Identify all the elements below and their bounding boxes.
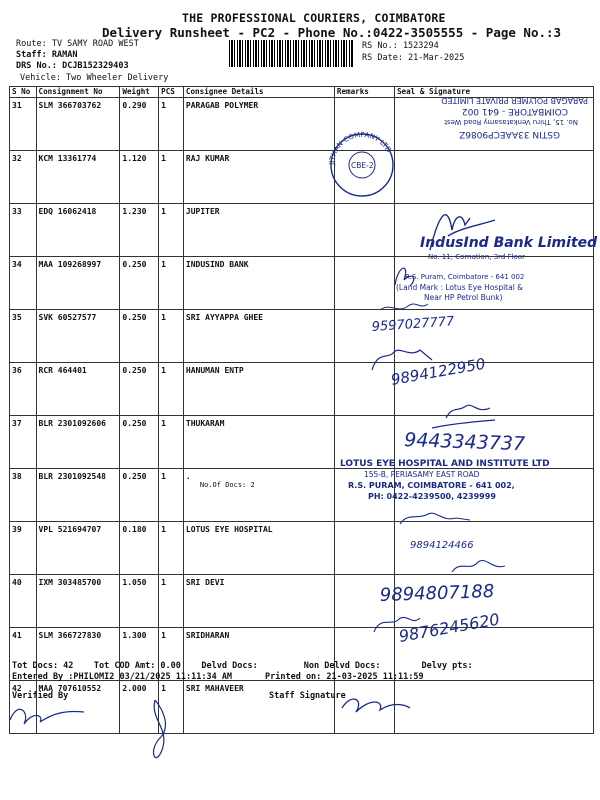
verified-signature	[10, 709, 84, 724]
serial-number-text: 31	[12, 101, 22, 110]
indusind-stamp	[395, 235, 598, 302]
handwritten-phone-35: 9597027777	[371, 314, 455, 335]
indusind-line3: (Land Mark : Lotus Eye Hospital &	[396, 283, 524, 292]
consignment-number-text: SVK 60527577	[38, 313, 97, 322]
pieces-text: 1	[161, 525, 166, 534]
lotus-line1: 155-B, PERIASAMY EAST ROAD	[364, 470, 480, 479]
rs-number: RS No.: 1523294	[362, 41, 439, 51]
consignee-text: SRI MAHAVEER	[185, 684, 244, 693]
indusind-line1: No. 11, Cornation, 3rd Floor	[428, 253, 526, 261]
serial-number-text: 35	[12, 313, 22, 322]
drs-label: DRS No.:	[16, 61, 57, 71]
verified-by-label: Verified By	[12, 691, 69, 701]
consignee-text: JUPITER	[185, 207, 220, 216]
seal-text: JITHAN COMPANY LTD	[327, 130, 393, 166]
serial-number-text: 32	[12, 154, 22, 163]
drs-value: DCJB152329403	[62, 61, 129, 71]
handwritten-phone-37: 9443343737	[403, 429, 526, 456]
weight-text: 1.120	[122, 154, 147, 163]
tot-cod: Tot COD Amt: 0.00	[93, 661, 181, 671]
consignee-text: LOTUS EYE HOSPITAL	[185, 525, 273, 534]
serial-number-text: 40	[12, 578, 22, 587]
weight-text: 0.250	[122, 313, 147, 322]
lotus-title: LOTUS EYE HOSPITAL AND INSTITUTE LTD	[340, 459, 550, 469]
lotus-line2: R.S. PURAM, COIMBATORE - 641 002,	[348, 481, 515, 490]
staff-signature-label: Staff Signature	[269, 691, 346, 701]
lotus-line3: PH: 0422-4239500, 4239999	[368, 492, 496, 501]
column-header: Seal & Signature	[394, 87, 593, 98]
handwritten-phone-42: 9876245620	[397, 609, 501, 646]
pieces-text: 1	[161, 366, 166, 375]
pieces-text: 1	[161, 313, 166, 322]
consignment-number-text: IXM 303485700	[38, 578, 102, 587]
column-header: Consignment No	[36, 87, 120, 98]
weight-text: 0.250	[122, 472, 147, 481]
footer-signatures	[0, 690, 600, 800]
staff-signature	[342, 699, 410, 712]
consignee-text: PARAGAB POLYMER	[185, 101, 259, 110]
paragab-gstin: GSTIN 33AAECP9086Z	[459, 129, 560, 139]
consignment-number-text: BLR 2301092606	[38, 419, 106, 428]
weight-text: 0.250	[122, 260, 147, 269]
consignee-text: HANUMAN ENTP	[185, 366, 244, 375]
printed-on: Printed on: 21-03-2025 11:11:59	[265, 672, 424, 682]
weight-text: 2.000	[122, 684, 147, 693]
paragab-address: No. 15, Thiru Venkatasamy Road West	[444, 118, 578, 126]
indusind-line4: Near HP Petrol Bunk)	[424, 293, 503, 302]
staff-label: Staff:	[16, 50, 47, 60]
column-header: Consignee Details	[183, 87, 334, 98]
seal-center: CBE-2	[351, 161, 374, 170]
staff-value: RAMAN	[51, 50, 78, 60]
delvd-docs: Delvd Docs:	[201, 661, 258, 671]
rs-date: RS Date: 21-Mar-2025	[362, 53, 465, 63]
consignee-text: .	[185, 472, 191, 481]
non-delvd-docs: Non Delvd Docs:	[303, 661, 381, 671]
weight-text: 0.290	[122, 101, 147, 110]
pieces-text: 1	[161, 684, 166, 693]
serial-number-text: 33	[12, 207, 22, 216]
consignment-number-text: MAA 109268997	[38, 260, 102, 269]
indusind-line2: R.S. Puram, Coimbatore - 641 002	[405, 273, 525, 281]
serial-number-text: 34	[12, 260, 22, 269]
round-seal	[328, 131, 393, 196]
route: Route: TV SAMY ROAD WEST	[16, 39, 139, 49]
column-header: PCS	[159, 87, 184, 98]
consignment-number-text: KCM 13361774	[38, 154, 97, 163]
serial-number-text: 42	[12, 684, 22, 693]
verified-initial	[154, 700, 166, 758]
serial-number-text: 38	[12, 472, 22, 481]
column-header: Remarks	[334, 87, 394, 98]
paragab-name: PARAGAB POLYMER PRIVATE LIMITED	[441, 96, 588, 105]
column-header: S No	[10, 87, 37, 98]
weight-text: 1.050	[122, 578, 147, 587]
consignee-text: SRI DEVI	[185, 578, 225, 587]
consignment-number-text: BLR 2301092548	[38, 472, 106, 481]
serial-number-text: 39	[12, 525, 22, 534]
weight-text: 0.250	[122, 419, 147, 428]
serial-number-text: 36	[12, 366, 22, 375]
consignment-number-text: VPL 521694707	[38, 525, 102, 534]
weight-text: 0.250	[122, 366, 147, 375]
pieces-text: 1	[161, 207, 166, 216]
pieces-text: 1	[161, 631, 166, 640]
indusind-title: IndusInd Bank Limited	[420, 235, 598, 251]
runsheet-title: Delivery Runsheet - PC2 - Phone No.:0422-3505555 - Page No.:3	[102, 25, 562, 40]
pieces-text: 1	[161, 260, 166, 269]
consignment-number-text: SLM 366727830	[38, 631, 102, 640]
consignment-number-text: EDQ 16062418	[38, 207, 97, 216]
handwritten-phone-40: 9894124466	[410, 540, 474, 551]
pieces-text: 1	[161, 472, 166, 481]
consignee-text: THUKARAM	[185, 419, 225, 428]
weight-text: 0.180	[122, 525, 147, 534]
weight-text: 1.300	[122, 631, 147, 640]
handwritten-phone-36: 9894122950	[389, 354, 487, 389]
consignee-text: SRIDHARAN	[185, 631, 230, 640]
consignee-text: INDUSIND BANK	[185, 260, 249, 269]
pieces-text: 1	[161, 419, 166, 428]
pieces-text: 1	[161, 578, 166, 587]
pieces-text: 1	[161, 101, 166, 110]
delvy-pts: Delvy pts:	[421, 661, 473, 671]
lotus-stamp	[340, 459, 550, 501]
paragab-stamp	[441, 96, 588, 139]
company-name: THE PROFESSIONAL COURIERS, COIMBATORE	[182, 11, 446, 25]
entered-by: Entered By :PHILOMI2 03/21/2025 11:11:34 AM	[12, 672, 233, 682]
pieces-text: 1	[161, 154, 166, 163]
weight-text: 1.230	[122, 207, 147, 216]
vehicle: Vehicle: Two Wheeler Delivery	[20, 73, 169, 83]
column-header: Weight	[120, 87, 159, 98]
handwritten-phone-41: 9894807188	[379, 581, 495, 606]
consignment-number-text: MAA 707610552	[38, 684, 102, 693]
consignment-number-text: SLM 366703762	[38, 101, 102, 110]
docs-count: No.Of Docs: 2	[199, 481, 255, 489]
tot-docs: Tot Docs: 42	[12, 661, 74, 671]
consignment-number-text: RCR 464401	[38, 366, 87, 375]
paragab-city: COIMBATORE - 641 002	[461, 106, 568, 116]
consignee-text: SRI AYYAPPA GHEE	[185, 313, 263, 322]
serial-number-text: 37	[12, 419, 22, 428]
footer-summary	[12, 661, 473, 671]
serial-number-text: 41	[12, 631, 22, 640]
consignee-text: RAJ KUMAR	[185, 154, 230, 163]
